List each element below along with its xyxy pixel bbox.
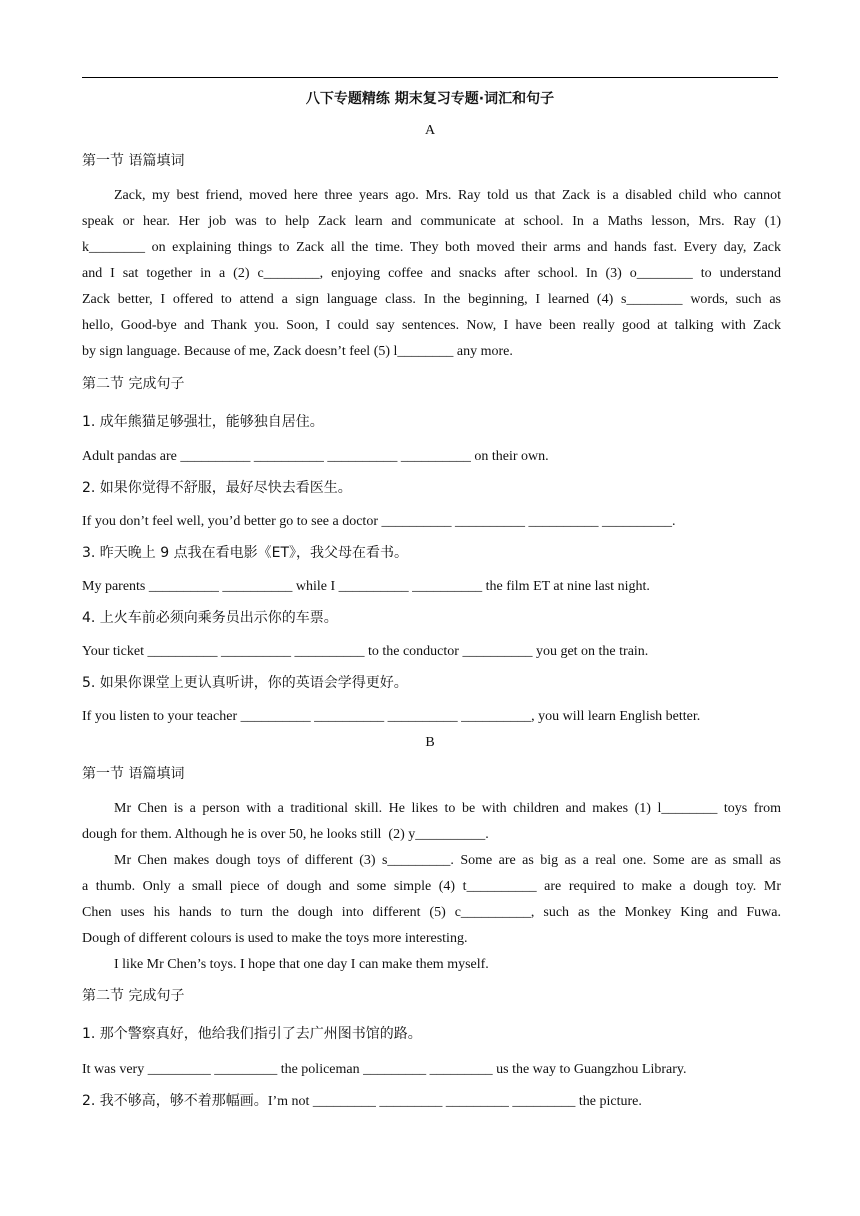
part-b-label: B [425,735,435,750]
part-a-passage-line: k________ on explaining things to Zack all the time. They both moved their arms and hands fast. Every day, Zack [82,240,781,255]
part-a-passage-line: and I sat together in a (2) c________, enjoying coffee and snacks after school. In (3) o________ to understand [82,266,781,281]
part-a-label: A [424,123,436,138]
header-rule [82,77,778,78]
part-a-passage-line: by sign language. Because of me, Zack doesn’t feel (5) l________ any more. [82,344,513,359]
part-a-passage-line: hello, Good-bye and Thank you. Soon, I could say sentences. Now, I have been really good at talking with Zack [82,318,781,333]
answer-line: If you listen to your teacher __________ __________ __________ __________, you will learn English better. [82,709,701,724]
part-b-passage-line: a thumb. Only a small piece of dough and some simple (4) t__________ are required to make a dough toy. Mr [82,879,781,894]
page-title: 八下专题精练 期末复习专题·词汇和句子 [305,91,555,107]
answer-line: It was very _________ _________ the policeman _________ _________ us the way to Guangzhou Library. [82,1062,687,1077]
part-b-passage-line: Dough of different colours is used to make the toys more interesting. [82,931,468,946]
part-b-passage-line: Chen uses his hands to turn the dough into different (5) c__________, such as the Monkey King and Fuwa. [82,905,781,920]
answer-line: I’m not _________ _________ _________ _________ the picture. [267,1094,642,1109]
part-b-section1-heading: 第一节 语篇填词 [82,766,185,782]
part-a-passage-line: Zack, my best friend, moved here three years ago. Mrs. Ray told us that Zack is a disabled child who cannot [114,188,781,203]
question-prompt: 1. 那个警察真好，他给我们指引了去广州图书馆的路。 [82,1026,422,1042]
part-b-passage-line: dough for them. Although he is over 50, he looks still (2) y__________. [82,827,489,842]
answer-line: Your ticket __________ __________ __________ to the conductor __________ you get on the train. [82,644,649,659]
part-a-section1-heading: 第一节 语篇填词 [82,153,185,169]
part-b-passage-line: Mr Chen is a person with a traditional skill. He likes to be with children and makes (1) l________ toys from [114,801,781,816]
answer-line: If you don’t feel well, you’d better go to see a doctor __________ __________ __________ __________. [82,514,676,529]
part-b-section2-heading: 第二节 完成句子 [82,988,185,1004]
question-prompt: 2. 我不够高，够不着那幅画。 [82,1093,268,1109]
question-prompt: 2. 如果你觉得不舒服，最好尽快去看医生。 [82,480,352,496]
part-a-section2-heading: 第二节 完成句子 [82,376,185,392]
answer-line: Adult pandas are __________ __________ __________ __________ on their own. [82,449,549,464]
question-prompt: 5. 如果你课堂上更认真听讲，你的英语会学得更好。 [82,675,408,691]
part-b-passage-line: I like Mr Chen’s toys. I hope that one day I can make them myself. [114,957,489,972]
part-a-passage-line: speak or hear. Her job was to help Zack learn and communicate at school. In a Maths lesson, Mrs. Ray (1) [82,214,781,229]
answer-line: My parents __________ __________ while I __________ __________ the film ET at nine last night. [82,579,650,594]
question-combined-line [82,1092,781,1111]
question-prompt: 4. 上火车前必须向乘务员出示你的车票。 [82,610,338,626]
question-prompt: 1. 成年熊猫足够强壮，能够独自居住。 [82,414,324,430]
part-a-passage-line: Zack better, I offered to attend a sign language class. In the beginning, I learned (4) s________ words, such as [82,292,781,307]
part-b-passage-line: Mr Chen makes dough toys of different (3) s_________. Some are as big as a real one. Some are as small as [114,853,781,868]
question-prompt: 3. 昨天晚上 9 点我在看电影《ET》，我父母在看书。 [82,545,409,561]
